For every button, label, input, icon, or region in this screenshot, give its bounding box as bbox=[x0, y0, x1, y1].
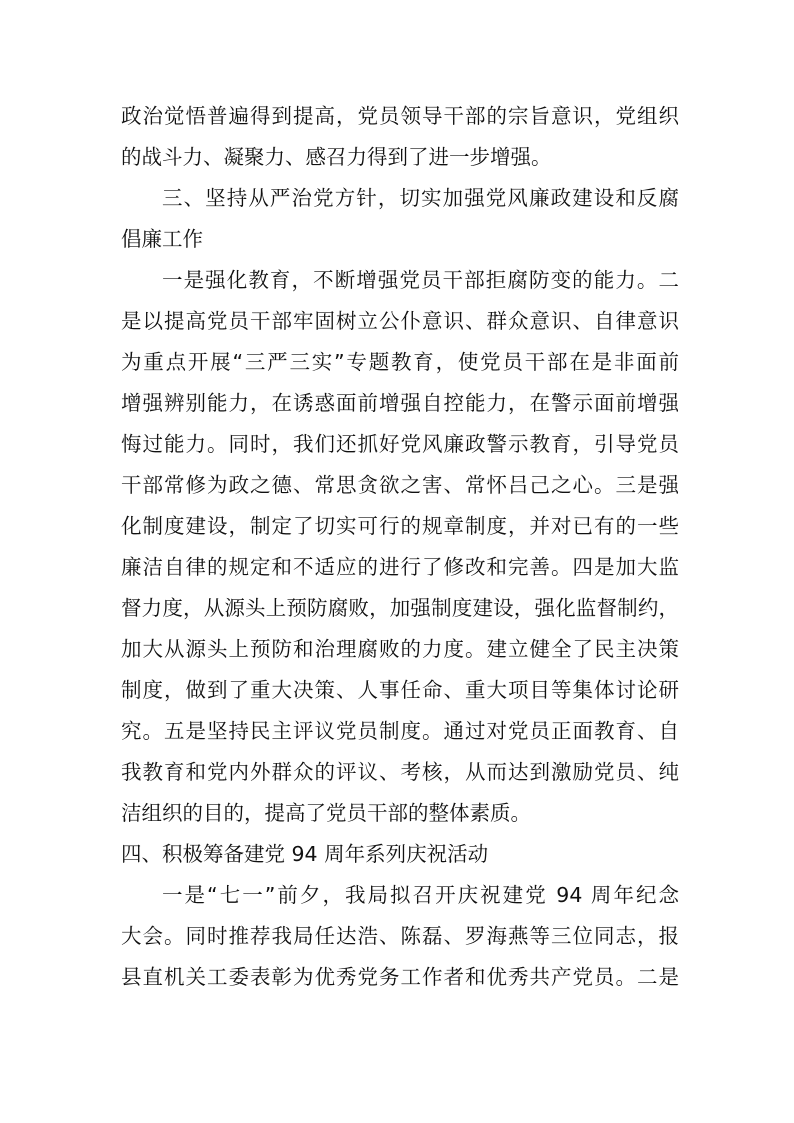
body-line: 一是“七一”前夕，我局拟召开庆祝建党 94 周年纪念 bbox=[162, 883, 679, 907]
body-line: 制度，做到了重大决策、人事任命、重大项目等集体讨论研 bbox=[121, 678, 679, 702]
body-line: 是以提高党员干部牢固树立公仆意识、群众意识、自律意识 bbox=[121, 309, 679, 333]
body-line: 县直机关工委表彰为优秀党务工作者和优秀共产党员。二是 bbox=[121, 965, 679, 989]
section-heading-3: 三、坚持从严治党方针，切实加强党风廉政建设和反腐 bbox=[162, 186, 679, 210]
body-line: 的战斗力、凝聚力、感召力得到了进一步增强。 bbox=[121, 145, 552, 169]
body-line: 督力度，从源头上预防腐败，加强制度建设，强化监督制约， bbox=[121, 596, 679, 620]
body-line: 我教育和党内外群众的评议、考核，从而达到激励党员、纯 bbox=[121, 760, 679, 784]
body-line: 悔过能力。同时，我们还抓好党风廉政警示教育，引导党员 bbox=[121, 432, 679, 456]
body-line: 廉洁自律的规定和不适应的进行了修改和完善。四是加大监 bbox=[121, 555, 679, 579]
body-line: 洁组织的目的，提高了党员干部的整体素质。 bbox=[121, 801, 531, 825]
section-heading-4: 四、积极筹备建党 94 周年系列庆祝活动 bbox=[121, 842, 489, 866]
body-line: 一是强化教育，不断增强党员干部拒腐防变的能力。二 bbox=[162, 268, 679, 292]
body-line: 增强辨别能力，在诱惑面前增强自控能力，在警示面前增强 bbox=[121, 391, 679, 415]
section-heading-3-continued: 倡廉工作 bbox=[121, 227, 203, 251]
body-line: 大会。同时推荐我局任达浩、陈磊、罗海燕等三位同志，报 bbox=[121, 924, 679, 948]
body-line: 政治觉悟普遍得到提高，党员领导干部的宗旨意识，党组织 bbox=[121, 104, 679, 128]
document-body bbox=[121, 96, 679, 998]
body-line: 化制度建设，制定了切实可行的规章制度，并对已有的一些 bbox=[121, 514, 679, 538]
body-line: 究。五是坚持民主评议党员制度。通过对党员正面教育、自 bbox=[121, 719, 679, 743]
body-line: 加大从源头上预防和治理腐败的力度。建立健全了民主决策 bbox=[121, 637, 679, 661]
body-line: 为重点开展“三严三实”专题教育，使党员干部在是非面前 bbox=[121, 350, 679, 374]
body-line: 干部常修为政之德、常思贪欲之害、常怀吕己之心。三是强 bbox=[121, 473, 679, 497]
